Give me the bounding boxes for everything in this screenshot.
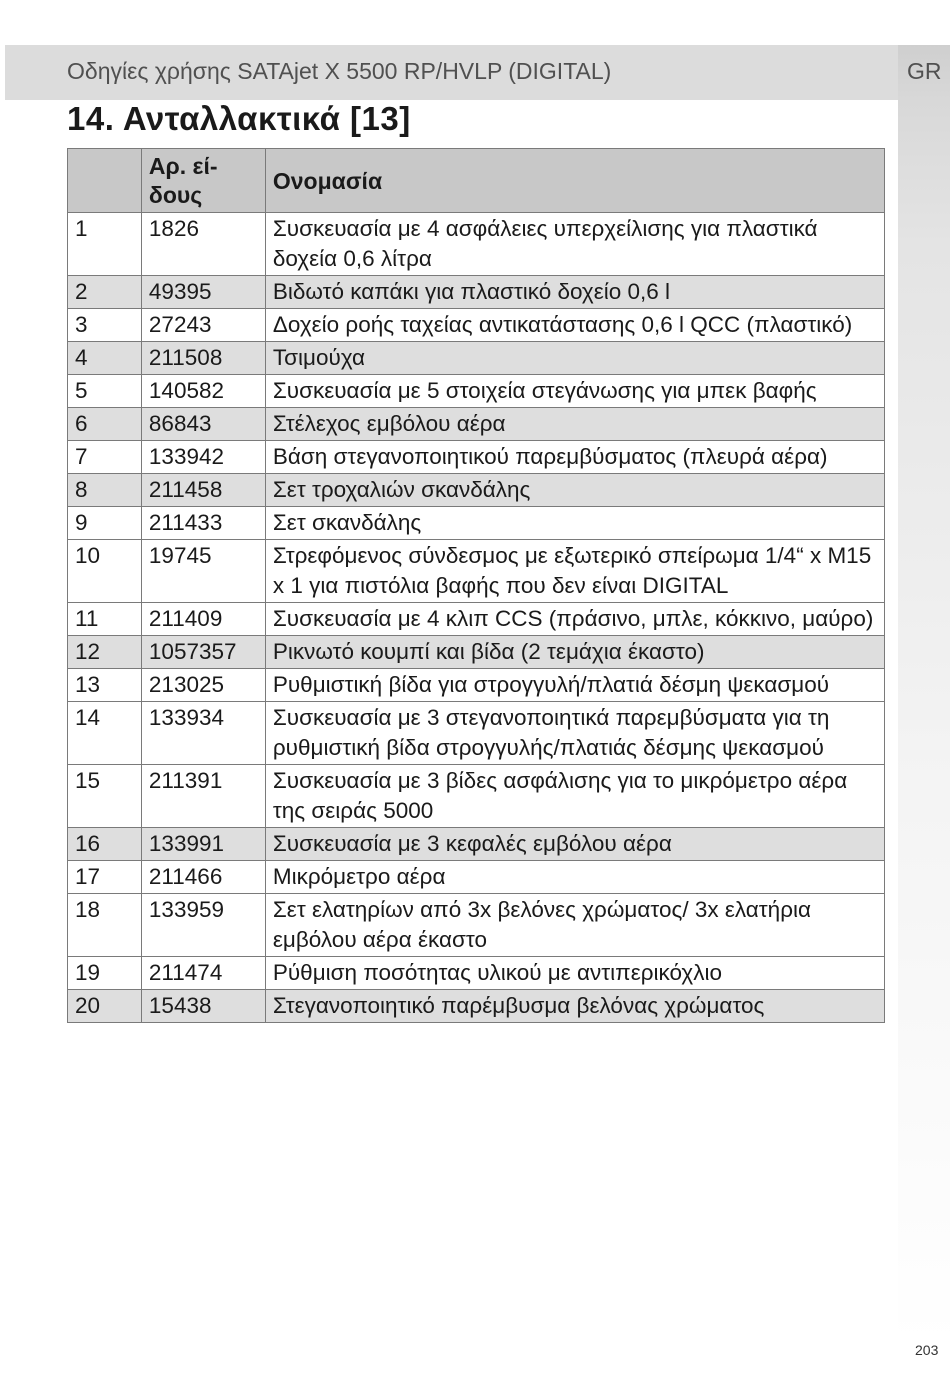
- cell-position: 20: [68, 990, 142, 1023]
- table-row: [68, 702, 885, 765]
- cell-designation: Στεγανοποιητικό παρέμβυσμα βελόνας χρώματος: [265, 990, 884, 1023]
- cell-designation: Βιδωτό καπάκι για πλαστικό δοχείο 0,6 l: [265, 276, 884, 309]
- cell-designation: Ρυθμιστική βίδα για στρογγυλή/πλατιά δέσμη ψεκασμού: [265, 669, 884, 702]
- cell-designation: Σετ σκανδάλης: [265, 507, 884, 540]
- cell-position: 18: [68, 894, 142, 957]
- table-row: [68, 309, 885, 342]
- cell-position: 5: [68, 375, 142, 408]
- cell-item-number: 211409: [141, 603, 265, 636]
- cell-item-number: 49395: [141, 276, 265, 309]
- cell-designation: Δοχείο ροής ταχείας αντικατάστασης 0,6 l QCC (πλαστικό): [265, 309, 884, 342]
- language-tab: [898, 45, 950, 1385]
- cell-designation: Συσκευασία με 3 κεφαλές εμβόλου αέρα: [265, 828, 884, 861]
- cell-position: 9: [68, 507, 142, 540]
- table-row: [68, 276, 885, 309]
- cell-item-number: 211508: [141, 342, 265, 375]
- cell-item-number: 211433: [141, 507, 265, 540]
- table-body: [68, 213, 885, 1023]
- table-row: [68, 213, 885, 276]
- cell-item-number: 19745: [141, 540, 265, 603]
- table-row: [68, 603, 885, 636]
- cell-designation: Συσκευασία με 4 ασφάλειες υπερχείλισης για πλαστικά δοχεία 0,6 λίτρα: [265, 213, 884, 276]
- table-row: [68, 828, 885, 861]
- cell-position: 1: [68, 213, 142, 276]
- cell-item-number: 211391: [141, 765, 265, 828]
- spare-parts-table: [67, 148, 885, 1023]
- cell-position: 4: [68, 342, 142, 375]
- cell-position: 6: [68, 408, 142, 441]
- cell-item-number: 1826: [141, 213, 265, 276]
- header-item-number: [141, 149, 265, 213]
- table-row: [68, 765, 885, 828]
- cell-designation: Συσκευασία με 5 στοιχεία στεγάνωσης για μπεκ βαφής: [265, 375, 884, 408]
- language-code: GR: [907, 58, 942, 84]
- table-row: [68, 408, 885, 441]
- table-row: [68, 669, 885, 702]
- table-row: [68, 957, 885, 990]
- header-item-number-line2: δους: [148, 182, 203, 208]
- header-position: [68, 149, 142, 213]
- cell-designation: Στρεφόμενος σύνδεσμος με εξωτερικό σπείρωμα 1/4“ x M15 x 1 για πιστόλια βαφής που δεν είναι DIGITAL: [265, 540, 884, 603]
- cell-item-number: 1057357: [141, 636, 265, 669]
- cell-position: 10: [68, 540, 142, 603]
- cell-designation: Στέλεχος εμβόλου αέρα: [265, 408, 884, 441]
- table-row: [68, 990, 885, 1023]
- cell-designation: Μικρόμετρο αέρα: [265, 861, 884, 894]
- cell-position: 16: [68, 828, 142, 861]
- cell-item-number: 211466: [141, 861, 265, 894]
- cell-item-number: 133934: [141, 702, 265, 765]
- cell-item-number: 133942: [141, 441, 265, 474]
- cell-designation: Συσκευασία με 3 βίδες ασφάλισης για το μικρόμετρο αέρα της σειράς 5000: [265, 765, 884, 828]
- cell-item-number: 211474: [141, 957, 265, 990]
- cell-designation: Συσκευασία με 4 κλιπ CCS (πράσινο, μπλε, κόκκινο, μαύρο): [265, 603, 884, 636]
- table-row: [68, 441, 885, 474]
- table-row: [68, 894, 885, 957]
- table-row: [68, 507, 885, 540]
- table-row: [68, 342, 885, 375]
- cell-item-number: 133959: [141, 894, 265, 957]
- table-row: [68, 375, 885, 408]
- cell-item-number: 27243: [141, 309, 265, 342]
- cell-item-number: 211458: [141, 474, 265, 507]
- table-row: [68, 861, 885, 894]
- cell-designation: Συσκευασία με 3 στεγανοποιητικά παρεμβύσματα για τη ρυθμιστική βίδα στρογγυλής/πλατιάς δέσμης ψεκασμού: [265, 702, 884, 765]
- cell-designation: Τσιμούχα: [265, 342, 884, 375]
- cell-position: 14: [68, 702, 142, 765]
- cell-position: 19: [68, 957, 142, 990]
- header-designation: Ονομασία: [265, 149, 884, 213]
- document-header-title: Οδηγίες χρήσης SATAjet X 5500 RP/HVLP (DIGITAL): [67, 58, 612, 84]
- cell-position: 7: [68, 441, 142, 474]
- cell-item-number: 213025: [141, 669, 265, 702]
- cell-position: 12: [68, 636, 142, 669]
- cell-designation: Βάση στεγανοποιητικού παρεμβύσματος (πλευρά αέρα): [265, 441, 884, 474]
- cell-position: 3: [68, 309, 142, 342]
- cell-item-number: 15438: [141, 990, 265, 1023]
- cell-designation: Ρικνωτό κουμπί και βίδα (2 τεμάχια έκαστο): [265, 636, 884, 669]
- cell-position: 8: [68, 474, 142, 507]
- cell-item-number: 133991: [141, 828, 265, 861]
- header-item-number-line1: Αρ. εί-: [148, 153, 218, 179]
- cell-position: 11: [68, 603, 142, 636]
- table-row: [68, 636, 885, 669]
- cell-position: 17: [68, 861, 142, 894]
- cell-item-number: 86843: [141, 408, 265, 441]
- cell-position: 2: [68, 276, 142, 309]
- table-row: [68, 540, 885, 603]
- cell-designation: Σετ ελατηρίων από 3x βελόνες χρώματος/ 3x ελατήρια εμβόλου αέρα έκαστο: [265, 894, 884, 957]
- section-title: 14. Ανταλλακτικά [13]: [67, 100, 411, 137]
- table-row: [68, 474, 885, 507]
- cell-designation: Ρύθμιση ποσότητας υλικού με αντιπερικόχλιο: [265, 957, 884, 990]
- cell-position: 15: [68, 765, 142, 828]
- table-header-row: [68, 149, 885, 213]
- cell-item-number: 140582: [141, 375, 265, 408]
- page-number: 203: [915, 1342, 939, 1358]
- cell-designation: Σετ τροχαλιών σκανδάλης: [265, 474, 884, 507]
- cell-position: 13: [68, 669, 142, 702]
